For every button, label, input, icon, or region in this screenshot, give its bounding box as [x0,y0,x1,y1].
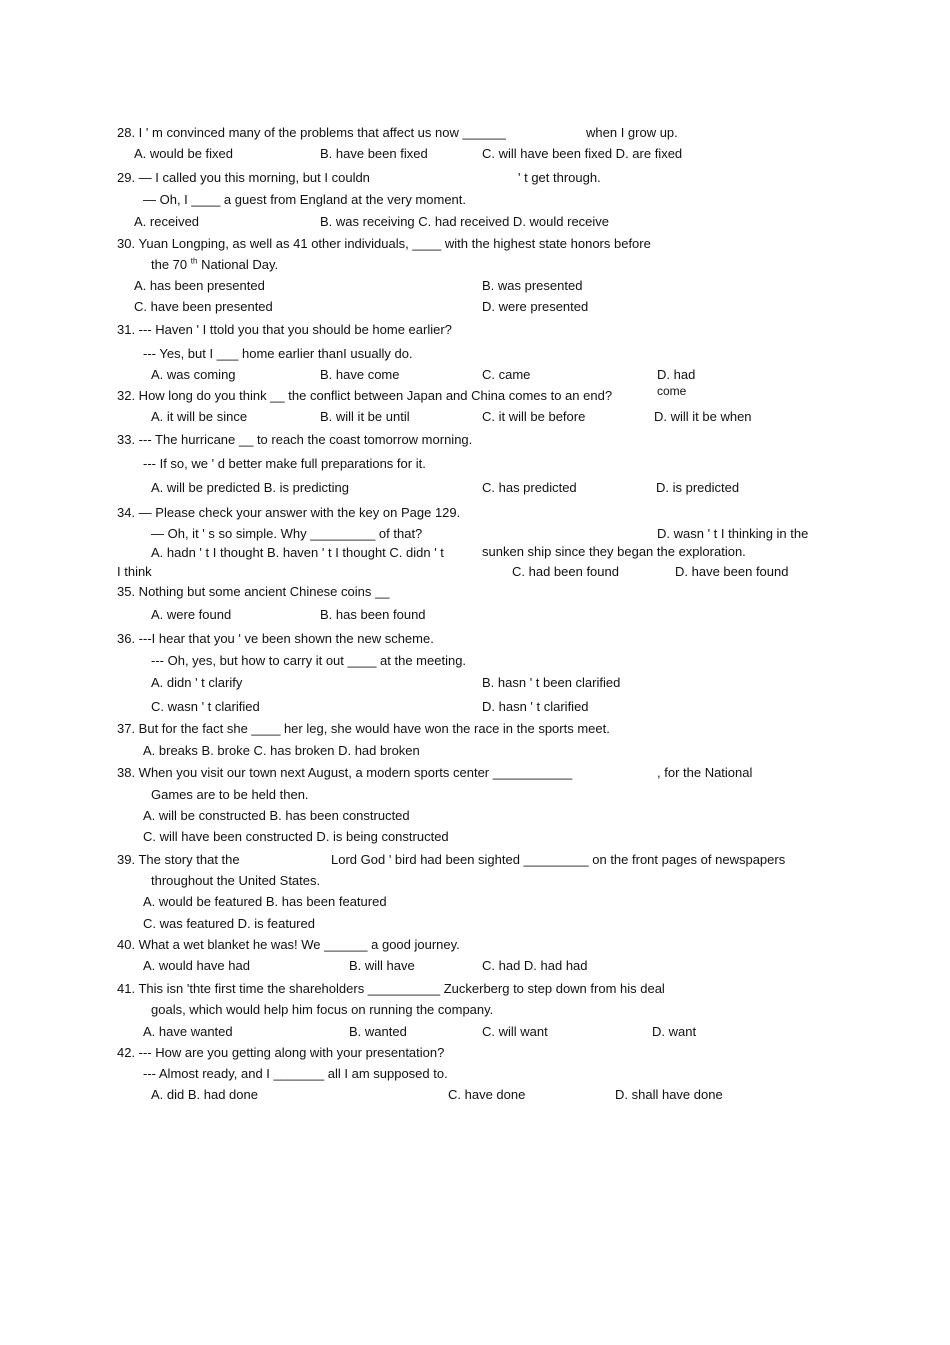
question-40-options-cd: C. had D. had had [482,958,588,973]
question-38-stem-continued: Games are to be held then. [151,787,309,802]
question-36-option-a: A. didn ' t clarify [151,675,243,690]
question-40-stem: 40. What a wet blanket he was! We ______ a good journey. [117,937,460,952]
question-41-stem: 41. This isn 'thte first time the shareholders __________ Zuckerberg to step down from his deal [117,981,665,996]
question-28-options-cd: C. will have been fixed D. are fixed [482,146,683,161]
question-34-reply: — Oh, it ' s so simple. Why _________ of that? [151,526,423,541]
question-31-option-d-continued: come [657,384,687,398]
question-28-option-b: B. have been fixed [320,146,428,161]
question-35-option-b: B. has been found [320,607,426,622]
question-40-option-b: B. will have [349,958,415,973]
question-30-option-d: D. were presented [482,299,589,314]
question-42-reply: --- Almost ready, and I _______ all I am supposed to. [143,1066,448,1081]
question-30-stem: 30. Yuan Longping, as well as 41 other individuals, ____ with the highest state honors before [117,236,651,251]
question-29-stem: 29. — I called you this morning, but I couldn [117,170,370,185]
question-33-stem: 33. --- The hurricane __ to reach the coast tomorrow morning. [117,432,473,447]
question-36-option-d: D. hasn ' t clarified [482,699,589,714]
question-32-option-b: B. will it be until [320,409,410,424]
question-28-option-a: A. would be fixed [134,146,234,161]
question-42-option-c: C. have done [448,1087,526,1102]
question-36-stem: 36. ---I hear that you ' ve been shown the new scheme. [117,631,434,646]
question-35-option-c: C. had been found [512,564,619,579]
question-32-option-a: A. it will be since [151,409,248,424]
question-30-option-c: C. have been presented [134,299,273,314]
question-31-option-a: A. was coming [151,367,236,382]
question-41-option-c: C. will want [482,1024,548,1039]
question-31-option-b: B. have come [320,367,400,382]
question-34-option-d-end: I think [117,564,152,579]
question-35-stem: 35. Nothing but some ancient Chinese coins __ [117,584,390,599]
question-42-option-d: D. shall have done [615,1087,723,1102]
question-32-stem: 32. How long do you think __ the conflict between Japan and China comes to an end? [117,388,613,403]
question-33-option-d: D. is predicted [656,480,740,495]
question-30-option-b: B. was presented [482,278,583,293]
question-35-option-a: A. were found [151,607,232,622]
question-36-option-b: B. hasn ' t been clarified [482,675,621,690]
question-29-option-a: A. received [134,214,200,229]
question-31-reply: --- Yes, but I ___ home earlier thanI usually do. [143,346,413,361]
question-31-stem: 31. --- Haven ' I ttold you that you should be home earlier? [117,322,452,337]
question-42-options-ab: A. did B. had done [151,1087,258,1102]
question-33-options-ab: A. will be predicted B. is predicting [151,480,349,495]
question-41-option-a: A. have wanted [143,1024,233,1039]
question-42-stem: 42. --- How are you getting along with your presentation? [117,1045,445,1060]
question-32-option-c: C. it will be before [482,409,586,424]
question-41-option-b: B. wanted [349,1024,407,1039]
question-34-option-d: D. wasn ' t I thinking in the [657,526,809,541]
question-39-options-ab: A. would be featured B. has been featured [143,894,387,909]
question-35-option-d: D. have been found [675,564,789,579]
question-36-reply: --- Oh, yes, but how to carry it out ____ at the meeting. [151,653,467,668]
question-39-stem: 39. The story that the [117,852,240,867]
question-38-stem: 38. When you visit our town next August, a modern sports center ___________ [117,765,573,780]
question-36-option-c: C. wasn ' t clarified [151,699,260,714]
question-32-option-d: D. will it be when [654,409,752,424]
question-40-option-a: A. would have had [143,958,250,973]
question-33-option-c: C. has predicted [482,480,577,495]
question-38-stem-end: , for the National [657,765,753,780]
question-34-options-abc: A. hadn ' t I thought B. haven ' t I thought C. didn ' t [151,545,444,560]
question-37-options: A. breaks B. broke C. has broken D. had broken [143,743,420,758]
question-28-stem: 28. I ' m convinced many of the problems that affect us now ______ [117,125,506,140]
question-41-stem-continued: goals, which would help him focus on running the company. [151,1002,494,1017]
question-31-option-d: D. had [657,367,696,382]
question-29-stem-end: ' t get through. [518,170,601,185]
question-41-option-d: D. want [652,1024,697,1039]
question-38-options-ab: A. will be constructed B. has been constructed [143,808,410,823]
question-39-options-cd: C. was featured D. is featured [143,916,315,931]
question-29-options-bcd: B. was receiving C. had received D. would receive [320,214,610,229]
question-28-stem-end: when I grow up. [586,125,678,140]
question-30-stem-continued: the 70 $^{th}$ National Day. [151,256,279,272]
question-39-stem-continued: throughout the United States. [151,873,321,888]
question-31-option-c: C. came [482,367,531,382]
question-29-reply: — Oh, I ____ a guest from England at the very moment. [143,192,467,207]
question-33-reply: --- If so, we ' d better make full preparations for it. [143,456,426,471]
question-30-option-a: A. has been presented [134,278,265,293]
question-34-stem: 34. — Please check your answer with the key on Page 129. [117,505,461,520]
question-35-fragment: sunken ship since they began the exploration. [482,544,746,559]
question-37-stem: 37. But for the fact she ____ her leg, she would have won the race in the sports meet. [117,721,610,736]
question-39-stem-end: Lord God ' bird had been sighted _________ on the front pages of newspapers [331,852,786,867]
question-38-options-cd: C. will have been constructed D. is being constructed [143,829,449,844]
